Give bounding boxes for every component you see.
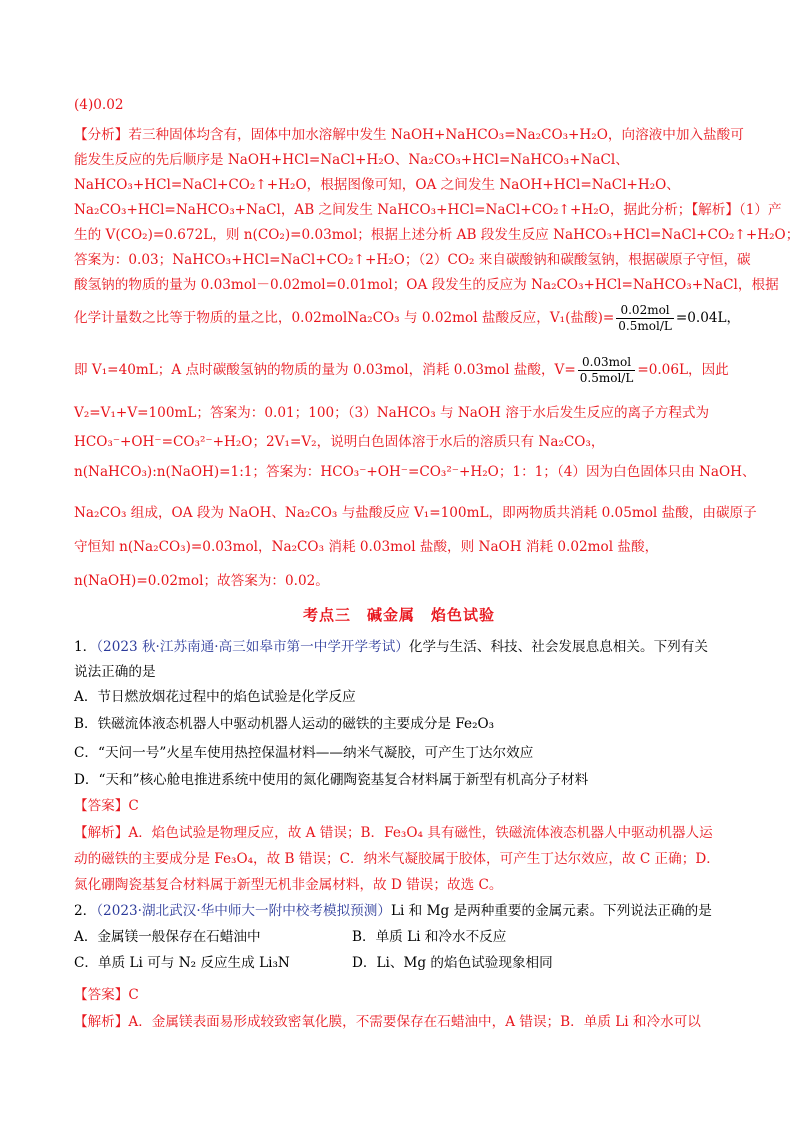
explanation-line: 【解析】A．焰色试验是物理反应，故 A 错误；B．Fe₃O₄ 具有磁性，铁磁流体液态机器人中驱动机器人运 <box>74 825 713 841</box>
explanation-line: 【解析】A．金属镁表面易形成较致密氧化膜，不需要保存在石蜡油中，A 错误；B．单质 Li 和冷水可以 <box>74 1014 701 1030</box>
question-source: （2023·湖北武汉·华中师大一附中校考模拟预测） <box>96 903 391 919</box>
analysis-text: 即 V₁=40mL；A 点时碳酸氢钠的物质的量为 0.03mol，消耗 0.03mol 盐酸，V= <box>74 362 576 378</box>
analysis-line: 答案为：0.03；NaHCO₃+HCl=NaCl+CO₂↑+H₂O；（2）CO₂ 来自碳酸钠和碳酸氢钠，根据碳原子守恒，碳 <box>74 252 751 268</box>
explanation-line: 氮化硼陶瓷基复合材料属于新型无机非金属材料，故 D 错误；故选 C。 <box>74 877 503 893</box>
analysis-line: 【分析】若三种固体均含有，固体中加水溶解中发生 NaOH+NaHCO₃=Na₂CO₃+H₂O，向溶液中加入盐酸可 <box>74 127 744 143</box>
question-2-stem <box>74 901 712 921</box>
section-title: 考点三 碱金属 焰色试验 <box>302 606 495 624</box>
explanation-line: 动的磁铁的主要成分是 Fe₃O₄，故 B 错误；C．纳米气凝胶属于胶体，可产生丁达尔效应，故 C 正确；D． <box>74 851 720 867</box>
analysis-line: 能发生反应的先后顺序是 NaOH+HCl=NaCl+H₂O、Na₂CO₃+HCl=NaHCO₃+NaCl、 <box>74 152 629 168</box>
fraction-denominator: 0.5mol/L <box>579 371 634 385</box>
analysis-line: V₂=V₁+V=100mL；答案为：0.01；100；（3）NaHCO₃ 与 NaOH 溶于水后发生反应的离子方程式为 <box>74 405 710 421</box>
analysis-line: Na₂CO₃+HCl=NaHCO₃+NaCl，AB 之间发生 NaHCO₃+HCl=NaCl+CO₂↑+H₂O，据此分析；【解析】（1）产 <box>74 202 782 218</box>
analysis-line: 酸氢钠的物质的量为 0.03mol－0.02mol=0.01mol；OA 段发生的反应为 Na₂CO₃+HCl=NaHCO₃+NaCl，根据 <box>74 277 779 293</box>
analysis-line: HCO₃⁻+OH⁻=CO₃²⁻+H₂O；2V₁=V₂，说明白色固体溶于水后的溶质只有 Na₂CO₃， <box>74 434 605 450</box>
question-text: 说法正确的是 <box>74 664 156 680</box>
option-d: D．Li、Mg 的焰色试验现象相同 <box>352 955 553 971</box>
option-a: A．金属镁一般保存在石蜡油中 <box>74 929 261 945</box>
answer-4: (4)0.02 <box>74 97 124 113</box>
answer-label: 【答案】C <box>74 987 139 1003</box>
analysis-text: =0.06L，因此 <box>637 362 729 378</box>
fraction <box>616 303 674 334</box>
analysis-line: Na₂CO₃ 组成，OA 段为 NaOH、Na₂CO₃ 与盐酸反应 V₁=100mL，即两物质共消耗 0.05mol 盐酸，由碳原子 <box>74 505 757 521</box>
fraction-numerator: 0.02mol <box>616 303 674 319</box>
analysis-line: 生的 V(CO₂)=0.672L，则 n(CO₂)=0.03mol；根据上述分析 AB 段发生反应 NaHCO₃+HCl=NaCl+CO₂↑+H₂O； <box>74 227 800 243</box>
fraction-denominator: 0.5mol/L <box>618 319 672 333</box>
question-number: 2． <box>74 903 97 919</box>
question-1-stem <box>74 637 708 657</box>
option-c: C．“天问一号”火星车使用热控保温材料——纳米气凝胶，可产生丁达尔效应 <box>74 745 534 761</box>
option-b: B．铁磁流体液态机器人中驱动机器人运动的磁铁的主要成分是 Fe₂O₃ <box>74 716 495 732</box>
analysis-line-fraction-1 <box>74 303 740 334</box>
option-b: B．单质 Li 和冷水不反应 <box>352 929 507 945</box>
answer-label: 【答案】C <box>74 798 139 814</box>
analysis-line: NaHCO₃+HCl=NaCl+CO₂↑+H₂O，根据图像可知，OA 之间发生 NaOH+HCl=NaCl+H₂O、 <box>74 177 680 193</box>
question-source: （2023 秋·江苏南通·高三如皋市第一中学开学考试） <box>96 639 409 655</box>
option-d: D．“天和”核心舱电推进系统中使用的氮化硼陶瓷基复合材料属于新型有机高分子材料 <box>74 772 589 788</box>
analysis-text: =0.04L， <box>675 310 741 326</box>
fraction <box>578 355 636 386</box>
question-text: Li 和 Mg 是两种重要的金属元素。下列说法正确的是 <box>390 903 712 919</box>
question-number: 1． <box>74 639 97 655</box>
analysis-text: 化学计量数之比等于物质的量之比，0.02molNa₂CO₃ 与 0.02mol 盐酸反应，V₁(盐酸)= <box>74 310 615 326</box>
option-a: A．节日燃放烟花过程中的焰色试验是化学反应 <box>74 689 356 705</box>
option-c: C．单质 Li 可与 N₂ 反应生成 Li₃N <box>74 955 290 971</box>
analysis-line: n(NaHCO₃):n(NaOH)=1:1；答案为：HCO₃⁻+OH⁻=CO₃²⁻+H₂O；1：1；（4）因为白色固体只由 NaOH、 <box>74 464 756 480</box>
analysis-line-fraction-2 <box>74 355 729 386</box>
question-text: 化学与生活、科技、社会发展息息相关。下列有关 <box>408 639 708 655</box>
analysis-line: n(NaOH)=0.02mol；故答案为：0.02。 <box>74 573 329 589</box>
analysis-line: 守恒知 n(Na₂CO₃)=0.03mol，Na₂CO₃ 消耗 0.03mol 盐酸，则 NaOH 消耗 0.02mol 盐酸， <box>74 539 659 555</box>
fraction-numerator: 0.03mol <box>578 355 636 371</box>
